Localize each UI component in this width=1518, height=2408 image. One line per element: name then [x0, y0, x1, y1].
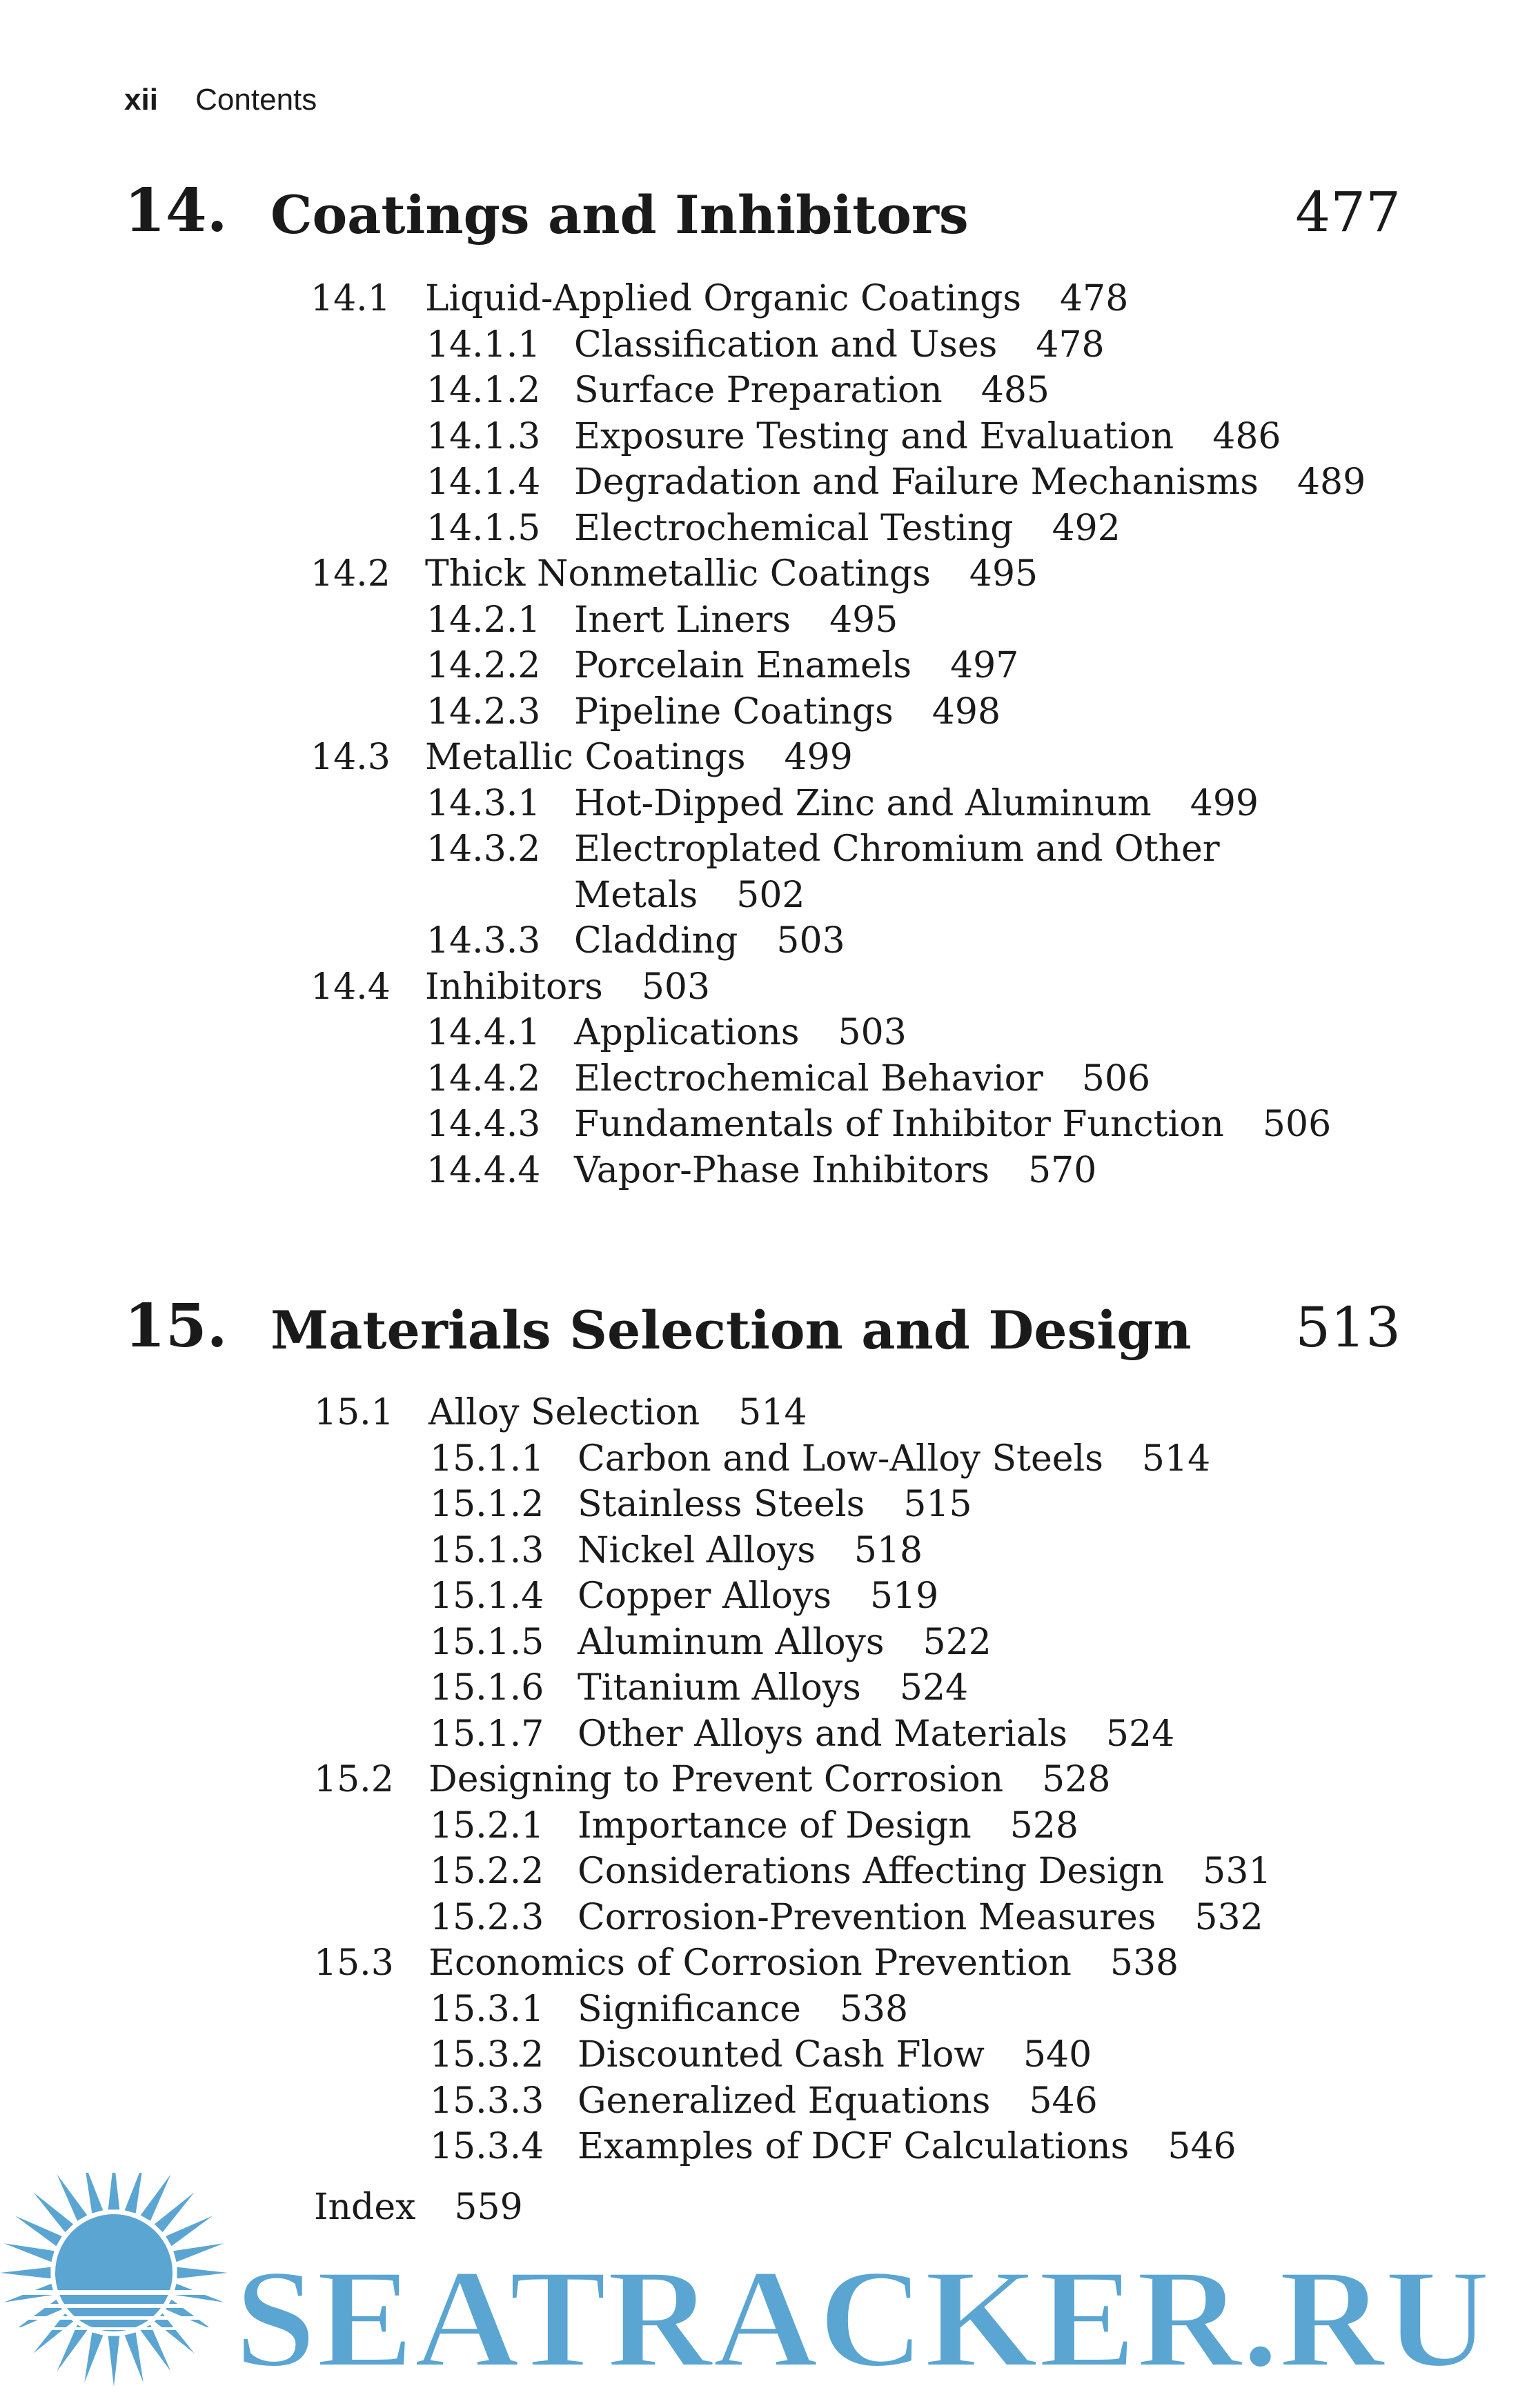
subsection-title: Hot-Dipped Zinc and Aluminum [574, 782, 1152, 824]
chapter-page: 477 [1295, 180, 1401, 244]
chapter-number: 14. [124, 176, 228, 246]
subsection-number: 14.2.1 [426, 599, 541, 641]
subsection-title: Pipeline Coatings [574, 690, 894, 733]
subsection-page: 506 [1081, 1057, 1151, 1099]
subsection-title-cont: Metals [574, 874, 698, 916]
subsection-title: Considerations Affecting Design [578, 1851, 1165, 1892]
subsection-number: 15.3.4 [430, 2126, 544, 2167]
sun-ray [141, 2325, 171, 2371]
section-page: 495 [969, 553, 1038, 595]
sun-ray [57, 2174, 88, 2221]
section-page: 499 [784, 737, 853, 778]
subsection-title: Aluminum Alloys [578, 1621, 885, 1663]
section-title: Liquid-Applied Organic Coatings [425, 278, 1022, 319]
subsection-title: Surface Preparation [574, 370, 943, 411]
subsection-page: 497 [950, 645, 1019, 686]
subsection-number: 14.1.3 [426, 415, 541, 457]
index-page: 559 [454, 2187, 523, 2228]
sun-ray [155, 2192, 195, 2232]
subsection-title: Cladding [574, 920, 738, 962]
sun-ray [177, 2267, 228, 2279]
subsection-page: 502 [736, 874, 805, 916]
section-page: 478 [1060, 278, 1129, 319]
section-page: 503 [641, 966, 711, 1008]
watermark-logo [0, 2173, 1518, 2407]
subsection-number: 15.1.2 [430, 1484, 544, 1525]
subsection-page: 538 [839, 1988, 909, 2030]
section-title: Inhibitors [425, 966, 603, 1008]
subsection-number: 14.4.4 [426, 1149, 541, 1191]
subsection-number: 15.1.6 [430, 1667, 544, 1709]
subsection-title: Nickel Alloys [578, 1529, 816, 1571]
subsection-number: 14.3.1 [426, 782, 541, 824]
subsection-number: 15.1.3 [430, 1529, 544, 1571]
section-title: Economics of Corrosion Prevention [428, 1942, 1072, 1984]
subsection-title: Inert Liners [574, 599, 791, 641]
subsection-title: Corrosion-Prevention Measures [578, 1896, 1156, 1938]
subsection-number: 15.2.3 [430, 1896, 544, 1938]
subsection-title: Significance [578, 1988, 801, 2030]
subsection-number: 14.4.1 [426, 1012, 541, 1053]
index-label: Index [314, 2187, 416, 2228]
subsection-number: 14.1.2 [426, 370, 541, 411]
subsection-page: 519 [870, 1575, 939, 1617]
subsection-page: 540 [1023, 2034, 1092, 2076]
subsection-page: 514 [1141, 1437, 1211, 1480]
subsection-number: 14.4.2 [426, 1057, 541, 1099]
watermark-text: SEATRACKER.RU [235, 2240, 1490, 2397]
subsection-page: 524 [899, 1667, 969, 1709]
chapter-title: Materials Selection and Design [270, 1300, 1192, 1361]
sun-ray [125, 2173, 144, 2213]
subsection-page: 506 [1262, 1104, 1332, 1145]
subsection-title: Titanium Alloys [578, 1667, 861, 1709]
subsection-title: Electrochemical Testing [574, 507, 1014, 549]
subsection-title: Fundamentals of Inhibitor Function [574, 1104, 1224, 1145]
section-number: 14.1 [310, 278, 391, 319]
subsection-page: 518 [854, 1529, 923, 1571]
sun-ray [173, 2243, 224, 2262]
subsection-title: Electrochemical Behavior [574, 1057, 1043, 1099]
sun-icon [0, 2173, 235, 2387]
subsection-number: 15.2.1 [430, 1804, 544, 1847]
subsection-page: 495 [829, 599, 898, 641]
subsection-title: Examples of DCF Calculations [578, 2126, 1130, 2167]
subsection-page: 522 [923, 1621, 992, 1663]
subsection-number: 14.1.1 [426, 324, 541, 366]
subsection-title: Applications [574, 1012, 800, 1053]
sun-ray [108, 2173, 120, 2209]
section-number: 15.3 [314, 1942, 394, 1984]
running-header [124, 83, 317, 117]
sun-ray [57, 2325, 88, 2371]
sun-ray [0, 2267, 50, 2279]
subsection-page: 499 [1190, 782, 1259, 824]
section-number: 14.2 [310, 553, 391, 595]
subsection-page: 486 [1212, 415, 1281, 457]
subsection-page: 546 [1167, 2126, 1236, 2167]
sun-ray [108, 2336, 120, 2387]
header-page-number: xii [124, 83, 158, 117]
section-page: 514 [738, 1392, 807, 1433]
subsection-page: 532 [1194, 1896, 1263, 1938]
section-page: 528 [1042, 1759, 1111, 1800]
section-number: 15.1 [314, 1392, 394, 1433]
chapter-number: 15. [124, 1291, 228, 1361]
subsection-title: Classification and Uses [574, 324, 998, 366]
subsection-title: Importance of Design [578, 1804, 972, 1847]
section-number: 14.4 [310, 966, 391, 1008]
sun-ray [84, 2173, 103, 2213]
subsection-number: 14.3.2 [426, 828, 541, 870]
subsection-page: 489 [1297, 461, 1366, 503]
subsection-page: 503 [838, 1012, 907, 1053]
subsection-page: 485 [980, 370, 1050, 411]
subsection-title: Degradation and Failure Mechanisms [574, 461, 1259, 503]
subsection-number: 15.1.7 [430, 1713, 544, 1755]
subsection-page: 531 [1203, 1851, 1272, 1892]
subsection-title: Copper Alloys [578, 1575, 832, 1617]
section-title: Metallic Coatings [425, 737, 746, 778]
sun-ray [4, 2243, 55, 2262]
subsection-number: 15.3.1 [430, 1988, 544, 2030]
subsection-page: 492 [1052, 507, 1121, 549]
section-title: Thick Nonmetallic Coatings [425, 553, 931, 595]
subsection-title: Exposure Testing and Evaluation [574, 415, 1174, 457]
subsection-number: 14.1.4 [426, 461, 541, 503]
subsection-number: 14.2.2 [426, 645, 541, 686]
subsection-title: Electroplated Chromium and Other [574, 828, 1220, 870]
subsection-title: Porcelain Enamels [574, 645, 912, 686]
subsection-number: 14.3.3 [426, 920, 541, 962]
subsection-number: 15.3.2 [430, 2034, 544, 2076]
chapter-page: 513 [1295, 1295, 1401, 1360]
sun-ray [33, 2192, 73, 2232]
section-page: 538 [1110, 1942, 1179, 1984]
subsection-page: 515 [903, 1484, 972, 1525]
subsection-page: 478 [1036, 324, 1105, 366]
sun-ray [141, 2174, 171, 2221]
sun-ray [15, 2216, 62, 2247]
sun-ray [84, 2332, 103, 2382]
section-title: Alloy Selection [428, 1392, 700, 1433]
section-title: Designing to Prevent Corrosion [428, 1759, 1004, 1800]
subsection-number: 14.2.3 [426, 690, 541, 733]
subsection-page: 498 [931, 690, 1001, 733]
subsection-title: Vapor-Phase Inhibitors [574, 1149, 990, 1191]
subsection-number: 15.1.1 [430, 1437, 544, 1480]
subsection-number: 15.3.3 [430, 2080, 544, 2122]
sun-ray [125, 2332, 144, 2382]
section-number: 15.2 [314, 1759, 394, 1800]
subsection-page: 528 [1009, 1804, 1079, 1847]
section-number: 14.3 [310, 737, 391, 778]
subsection-page: 503 [776, 920, 845, 962]
chapter-title: Coatings and Inhibitors [270, 184, 969, 246]
subsection-title: Generalized Equations [578, 2080, 991, 2122]
subsection-title: Other Alloys and Materials [578, 1713, 1067, 1755]
subsection-number: 15.1.4 [430, 1575, 544, 1617]
sun-ray [166, 2216, 213, 2247]
subsection-number: 14.1.5 [426, 507, 541, 549]
subsection-number: 15.2.2 [430, 1851, 544, 1892]
subsection-page: 524 [1105, 1713, 1175, 1755]
subsection-title: Stainless Steels [578, 1484, 865, 1525]
subsection-title: Discounted Cash Flow [578, 2034, 985, 2076]
header-running-title: Contents [195, 83, 317, 117]
subsection-title: Carbon and Low-Alloy Steels [578, 1437, 1103, 1480]
subsection-number: 14.4.3 [426, 1104, 541, 1145]
subsection-page: 570 [1028, 1149, 1097, 1191]
subsection-page: 546 [1029, 2080, 1098, 2122]
subsection-number: 15.1.5 [430, 1621, 544, 1663]
